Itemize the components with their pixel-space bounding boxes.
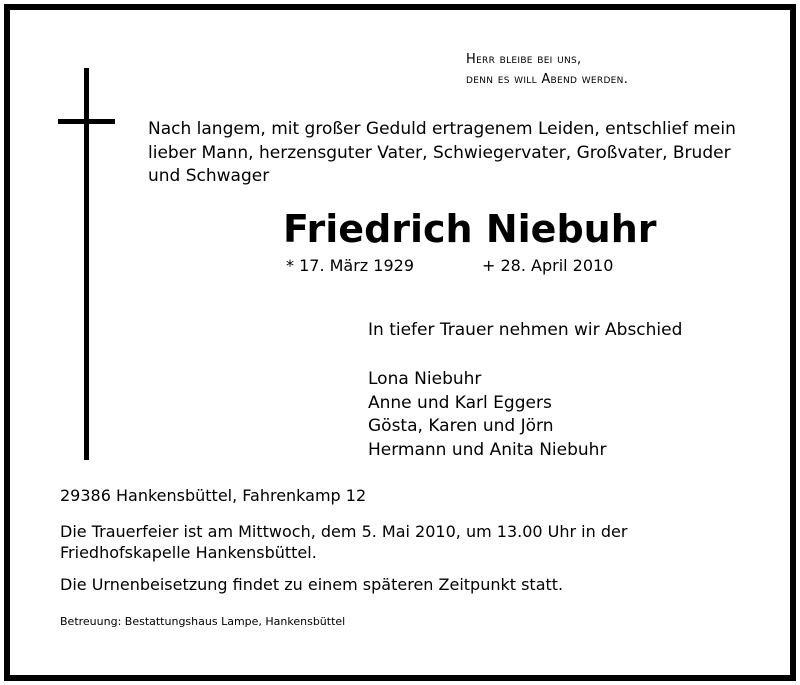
mourner: Anne und Karl Eggers xyxy=(368,392,552,413)
mourner: Hermann und Anita Niebuhr xyxy=(368,439,607,460)
farewell-line: In tiefer Trauer nehmen wir Abschied xyxy=(368,320,683,340)
bible-verse-line-1: Herr bleibe bei uns, xyxy=(466,52,582,67)
ceremony-info: Die Trauerfeier ist am Mittwoch, dem 5. Mai 2010, um 13.00 Uhr in der Friedhofskapelle Hankensbüttel. xyxy=(60,522,628,562)
address: 29386 Hankensbüttel, Fahrenkamp 12 xyxy=(60,486,367,505)
mourner: Lona Niebuhr xyxy=(368,369,482,389)
deceased-name: Friedrich Niebuhr xyxy=(283,207,657,251)
bible-verse-line-2: denn es will Abend werden. xyxy=(466,72,629,87)
bible-verse xyxy=(466,50,628,90)
mourners-list xyxy=(368,368,606,462)
cross-vertical-bar xyxy=(84,68,89,460)
death-date: + 28. April 2010 xyxy=(482,256,614,275)
urn-burial-info: Die Urnenbeisetzung findet zu einem späteren Zeitpunkt statt. xyxy=(60,575,564,594)
intro-text: Nach langem, mit großer Geduld ertragenem Leiden, entschlief mein lieber Mann, herzensguter Vater, Schwiegervater, Großvater, Bruder und Schwager xyxy=(148,119,736,186)
funeral-home-credit: Betreuung: Bestattungshaus Lampe, Hankensbüttel xyxy=(60,615,346,628)
birth-date: * 17. März 1929 xyxy=(286,256,415,275)
cross-horizontal-bar xyxy=(58,119,115,124)
mourner: Gösta, Karen und Jörn xyxy=(368,416,554,436)
